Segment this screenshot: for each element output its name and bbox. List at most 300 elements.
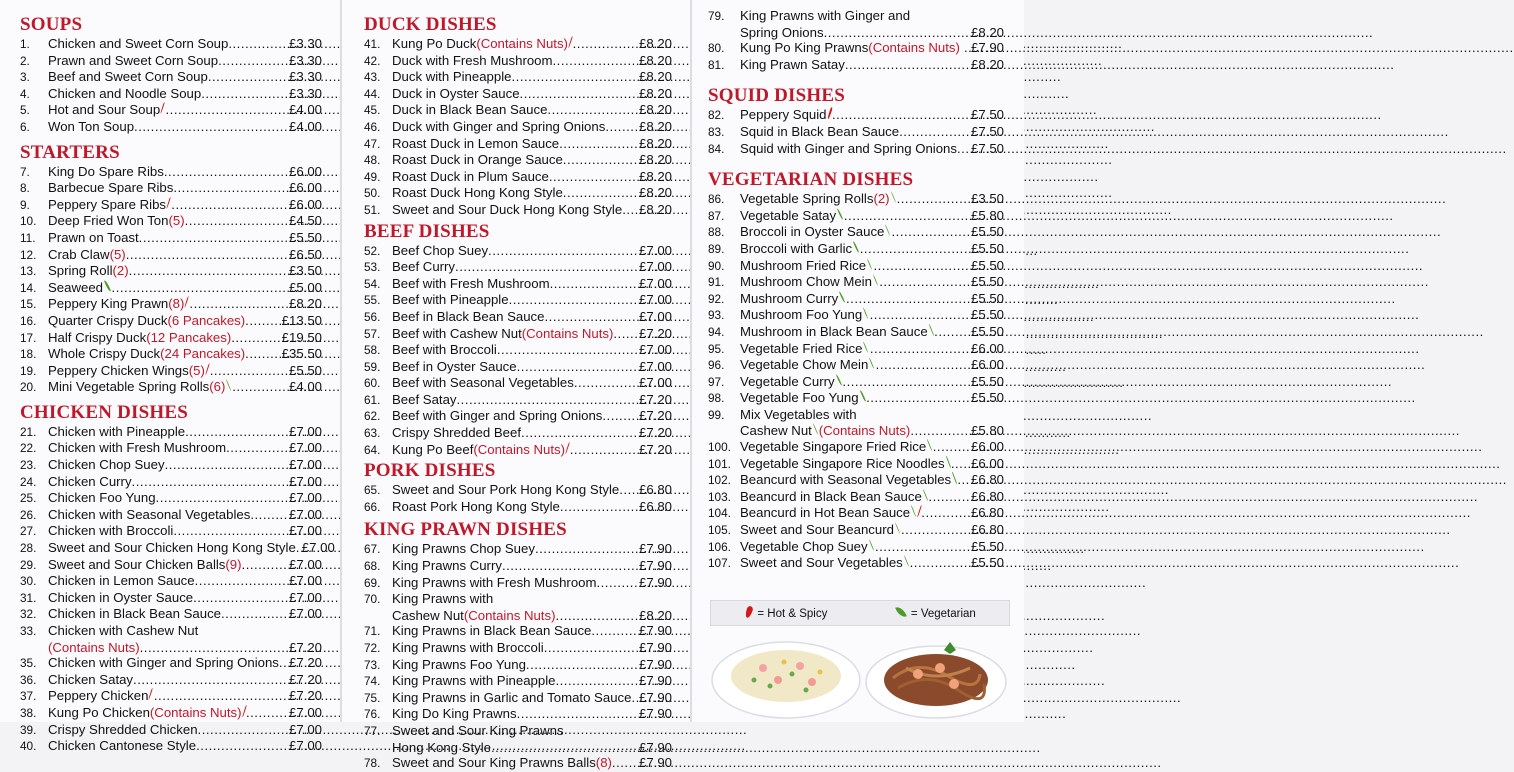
dot-leader: [563, 185, 637, 201]
dot-leader: [605, 119, 637, 135]
item-name: Roast Duck Hong Kong Style: [392, 185, 563, 201]
item-number: 16.: [20, 313, 37, 328]
menu-item: [20, 590, 322, 607]
dot-leader: [547, 102, 637, 118]
menu-item: [20, 540, 335, 557]
item-number: 101.: [708, 456, 731, 471]
fried-rice-plate: [712, 642, 860, 718]
menu-item: [364, 359, 672, 376]
menu-item: [364, 623, 672, 640]
item-note: (6 Pancakes): [167, 312, 246, 328]
item-note: (2): [873, 191, 890, 207]
leaf-icon: [863, 307, 868, 319]
menu-item: [364, 425, 672, 442]
item-price: £3.50: [970, 191, 1004, 207]
item-number: 43.: [364, 70, 381, 85]
item-name: Duck in Oyster Sauce: [392, 85, 520, 101]
item-number: 76.: [364, 707, 381, 722]
menu-item: [364, 202, 672, 219]
dot-leader: [171, 197, 287, 213]
item-name: Whole Crispy Duck: [48, 346, 161, 362]
item-name: Chicken Chop Suey: [48, 457, 165, 473]
dot-leader: [544, 640, 637, 656]
section-title-vegetarian: VEGETARIAN DISHES: [708, 169, 914, 191]
item-price: £3.30: [288, 69, 322, 85]
dot-leader: [951, 456, 969, 472]
item-number: 73.: [364, 657, 381, 672]
leaf-icon: [911, 506, 916, 518]
menu-item: [708, 324, 1004, 341]
dot-leader: [173, 180, 287, 196]
menu-item: [708, 341, 1004, 358]
menu-item-continued: [20, 640, 322, 656]
item-price: £7.00: [288, 490, 322, 506]
item-number: 30.: [20, 574, 37, 589]
dot-leader: [185, 424, 287, 440]
item-note: (Contains Nuts): [463, 607, 556, 623]
dot-leader: [173, 523, 287, 539]
menu-item: [708, 258, 1004, 275]
leaf-icon: [839, 291, 845, 303]
item-number: 59.: [364, 359, 381, 374]
item-number: 27.: [20, 524, 37, 539]
dot-leader: [242, 557, 287, 573]
item-name: Sweet and Sour Chicken Hong Kong Style: [48, 540, 296, 556]
dot-leader: [612, 755, 637, 771]
item-name: King Prawns in Garlic and Tomato Sauce: [392, 689, 632, 705]
item-name: King Prawns with Broccoli: [392, 640, 544, 655]
dot-leader: [502, 558, 637, 574]
dot-leader: [195, 573, 287, 589]
dot-leader: [488, 243, 637, 259]
item-number: 12.: [20, 247, 37, 262]
dot-leader: [631, 690, 637, 706]
item-price: £7.90: [638, 706, 672, 722]
item-name: Sweet and Sour Vegetables: [740, 555, 903, 571]
dot-leader: [140, 640, 287, 656]
dot-leader: [497, 342, 637, 358]
item-price: £7.00: [288, 556, 322, 572]
item-name: Won Ton Soup: [48, 118, 135, 134]
menu-item: [364, 102, 672, 119]
item-name: Beef in Oyster Sauce: [392, 358, 517, 374]
chili-icon: [744, 605, 753, 618]
item-number: 52.: [364, 243, 381, 258]
dot-leader: [156, 490, 287, 506]
menu-item: [20, 606, 322, 623]
item-number: 105.: [708, 523, 731, 538]
item-name: Peppery Squid: [740, 107, 827, 123]
item-name: Vegetable Foo Yung: [740, 390, 859, 406]
menu-item: [20, 69, 322, 86]
menu-panel-middle: [340, 0, 690, 771]
item-number: 31.: [20, 590, 37, 605]
item-price: £3.30: [288, 85, 322, 101]
dot-leader: [866, 390, 969, 406]
dot-leader: [957, 472, 969, 488]
item-price: £5.00: [288, 279, 322, 295]
menu-item: [20, 523, 322, 540]
item-number: 106.: [708, 539, 731, 554]
item-price: £6.00: [288, 163, 322, 179]
dot-leader: [832, 107, 969, 123]
dot-leader: [870, 341, 969, 357]
item-name: Crispy Shredded Beef: [392, 425, 522, 441]
item-number: 23.: [20, 458, 37, 473]
item-name: Broccoli in Oyster Sauce: [740, 224, 885, 240]
item-name: Duck with Ginger and Spring Onions: [392, 118, 606, 134]
menu-item: [364, 292, 672, 309]
leaf-icon: [895, 522, 900, 534]
menu-item: [364, 442, 672, 459]
item-number: 22.: [20, 441, 37, 456]
menu-item: [364, 499, 672, 516]
item-number: 86.: [708, 192, 725, 207]
dot-leader: [198, 722, 287, 738]
item-name: Crispy Shredded Chicken: [48, 721, 198, 737]
item-name: Chicken with Broccoli: [48, 523, 174, 539]
item-name: Kung Po Chicken: [48, 704, 150, 720]
menu-item: [364, 591, 672, 608]
item-number: 32.: [20, 607, 37, 622]
item-note: (Contains Nuts): [521, 325, 614, 341]
menu-item: [20, 197, 322, 214]
item-name: King Do King Prawns: [392, 706, 517, 722]
item-price: £7.00: [288, 523, 322, 539]
dot-leader: [279, 655, 287, 671]
item-name: Sweet and Sour Beancurd: [740, 522, 894, 538]
item-price: £5.50: [970, 224, 1004, 240]
item-number: 50.: [364, 186, 381, 201]
item-name: Vegetable Spring Rolls: [740, 191, 874, 207]
item-name: King Prawn Satay: [740, 56, 845, 72]
item-number: 64.: [364, 442, 381, 457]
item-name: Chicken Satay: [48, 671, 134, 687]
item-price: £6.80: [638, 498, 672, 514]
menu-item: [20, 507, 322, 524]
leaf-icon: [923, 489, 928, 500]
item-name: King Prawns Foo Yung: [392, 656, 526, 672]
item-number: 47.: [364, 136, 381, 151]
menu-item: [20, 213, 322, 230]
menu-item: [20, 164, 322, 181]
item-price: £8.20: [638, 69, 672, 85]
menu-item: [364, 541, 672, 558]
dot-leader: [619, 482, 637, 498]
menu-item: [708, 208, 1004, 225]
item-price: £5.50: [970, 323, 1004, 339]
dot-leader: [934, 324, 969, 340]
dot-leader: [553, 53, 637, 69]
leaf-icon: [869, 357, 874, 369]
item-name: Vegetable Curry: [740, 373, 835, 389]
leaf-icon: [863, 341, 868, 353]
item-number: 48.: [364, 153, 381, 168]
menu-item: [364, 657, 672, 674]
menu-item: [20, 36, 322, 53]
menu-item: [20, 424, 322, 441]
menu-item: [20, 296, 322, 313]
item-name: Chicken with Cashew Nut: [48, 623, 199, 638]
item-name: Crab Claw: [48, 246, 110, 262]
item-name: Chicken with Fresh Mushroom: [48, 440, 227, 456]
dot-leader: [129, 263, 287, 279]
item-number: 78.: [364, 756, 381, 771]
vegetarian-list: [708, 191, 1004, 572]
item-number: 6.: [20, 119, 30, 134]
item-name: Roast Duck in Lemon Sauce: [392, 135, 560, 151]
item-number: 15.: [20, 297, 37, 312]
item-name: Deep Fried Won Ton: [48, 213, 169, 229]
dot-leader: [166, 102, 287, 118]
dot-leader: [455, 259, 637, 275]
item-number: 70.: [364, 592, 381, 607]
item-number: 19.: [20, 363, 37, 378]
menu-item: [364, 119, 672, 136]
item-number: 92.: [708, 291, 725, 306]
item-number: 41.: [364, 37, 381, 51]
item-name: Chicken in Black Bean Sauce: [48, 606, 222, 622]
item-number: 5.: [20, 103, 30, 118]
menu-item: [708, 191, 1004, 208]
dot-leader: [133, 672, 287, 688]
section-title-duck: DUCK DISHES: [364, 14, 497, 35]
duck-list: [364, 36, 672, 219]
item-name: King Do Spare Ribs: [48, 163, 164, 179]
item-name: Barbecue Spare Ribs: [48, 180, 174, 196]
item-number: 46.: [364, 119, 381, 134]
item-name: Kung Po King Prawns: [740, 40, 869, 56]
item-number: 37.: [20, 689, 37, 704]
menu-item: [20, 722, 322, 739]
item-price: £5.50: [970, 257, 1004, 273]
legend-veg: [894, 606, 976, 620]
dot-leader: [208, 69, 287, 85]
item-number: 95.: [708, 341, 725, 356]
item-number: 77.: [364, 723, 381, 738]
dot-leader: [897, 191, 969, 207]
item-number: 55.: [364, 293, 381, 308]
item-name: Sweet and Sour Chicken Balls: [48, 556, 226, 572]
item-price: £7.00: [288, 738, 322, 754]
menu-item: [364, 86, 672, 103]
dot-leader: [526, 657, 637, 673]
dot-leader: [201, 86, 287, 102]
item-number: 65.: [364, 483, 381, 498]
item-name: Prawn and Sweet Corn Soup: [48, 52, 219, 68]
dot-leader: [126, 247, 287, 263]
item-number: 29.: [20, 557, 37, 572]
leaf-icon: [226, 380, 231, 392]
item-price: £7.90: [638, 673, 672, 689]
dot-leader: [602, 408, 637, 424]
item-name: Roast Duck in Orange Sauce: [392, 152, 563, 168]
item-number: 11.: [20, 230, 36, 245]
item-price: £5.80: [970, 207, 1004, 223]
dot-leader: [521, 425, 637, 441]
dot-leader: [132, 474, 287, 490]
item-name: Half Crispy Duck: [48, 329, 147, 345]
menu-item: [20, 557, 322, 574]
menu-item: [708, 374, 1004, 391]
item-number: 3.: [20, 70, 30, 85]
item-name: Beancurd with Seasonal Vegetables: [740, 472, 952, 488]
dot-leader: [210, 363, 287, 379]
noodles-plate: [866, 642, 1006, 718]
item-name: Beef with Pineapple: [392, 292, 509, 308]
section-title-chicken: CHICKEN DISHES: [20, 401, 189, 423]
item-price: £8.20: [638, 52, 672, 68]
item-name-continued: Cashew Nut: [392, 607, 464, 623]
leaf-icon: [837, 208, 843, 220]
menu-item: [364, 392, 672, 409]
leaf-icon: [836, 374, 842, 386]
menu-item: [20, 313, 322, 330]
leaf-icon: [860, 390, 866, 402]
item-number: 66.: [364, 499, 381, 514]
menu-item: [708, 274, 1004, 291]
item-price: £6.00: [288, 196, 322, 212]
item-number: 33.: [20, 624, 37, 638]
item-number: 75.: [364, 690, 381, 705]
item-name: Chicken with Seasonal Vegetables: [48, 506, 251, 522]
item-price: £7.00: [288, 423, 322, 439]
dot-leader: [246, 705, 287, 721]
item-name: Chicken and Noodle Soup: [48, 85, 202, 101]
leaf-icon: [946, 456, 950, 467]
item-name: Squid with Ginger and Spring Onions: [740, 140, 957, 156]
dot-leader: [957, 141, 969, 157]
item-number: 71.: [364, 624, 381, 639]
item-price: £5.50: [970, 240, 1004, 256]
item-name: Beef with Ginger and Spring Onions: [392, 408, 603, 424]
item-name: Roast Pork Hong Kong Style: [392, 498, 560, 514]
menu-item: [364, 723, 672, 740]
menu-item: [708, 407, 1004, 424]
item-price: £8.20: [970, 24, 1004, 40]
menu-item: [364, 706, 672, 723]
item-price: £4.00: [288, 379, 322, 395]
dot-leader: [185, 213, 287, 229]
item-number: 45.: [364, 103, 381, 118]
item-number: 72.: [364, 641, 381, 655]
menu-item: [364, 152, 672, 169]
menu-item: [20, 573, 322, 590]
item-price: £13.50: [281, 312, 322, 328]
item-name: Beef Chop Suey: [392, 242, 489, 258]
item-name: Beancurd in Black Bean Sauce: [740, 488, 922, 504]
menu-item: [708, 539, 1004, 556]
item-price: £7.90: [638, 689, 672, 705]
dot-leader: [559, 136, 637, 152]
item-price: £5.50: [288, 362, 322, 378]
item-price: £8.20: [638, 152, 672, 168]
item-price: £7.90: [638, 574, 672, 590]
dot-leader: [555, 673, 637, 689]
leaf-icon: [867, 258, 872, 270]
item-name: Peppery Chicken Wings: [48, 362, 189, 378]
dot-leader: [873, 258, 969, 274]
dot-leader: [189, 296, 287, 312]
item-name: Vegetable Chop Suey: [740, 538, 868, 554]
item-number: 104.: [708, 506, 731, 521]
item-price: £5.50: [970, 307, 1004, 323]
menu-item: [364, 309, 672, 326]
menu-item: [20, 688, 322, 705]
item-number: 97.: [708, 374, 725, 389]
dot-leader: [560, 499, 637, 515]
dot-leader: [218, 53, 287, 69]
item-number: 107.: [708, 556, 731, 571]
menu-item: [708, 357, 1004, 374]
item-note: (5): [188, 362, 205, 378]
item-name-continued: (Contains Nuts): [48, 639, 140, 655]
item-name: Sweet and Sour Pork Hong Kong Style: [392, 482, 620, 498]
menu-item: [364, 276, 672, 293]
dot-leader: [574, 375, 637, 391]
section-title-soups: SOUPS: [20, 14, 83, 35]
item-price: £3.30: [288, 52, 322, 68]
item-price: £3.30: [288, 36, 322, 51]
item-price: £7.90: [638, 558, 672, 574]
item-price: £7.00: [638, 308, 672, 324]
menu-item: [708, 456, 1004, 473]
item-name: Beef Curry: [392, 259, 456, 275]
item-price: £7.00: [288, 606, 322, 622]
item-number: 58.: [364, 343, 381, 358]
item-name: Mushroom in Black Bean Sauce: [740, 323, 928, 339]
item-price: £8.20: [638, 168, 672, 184]
item-price: £7.20: [638, 391, 672, 407]
dot-leader: [139, 230, 287, 246]
dot-leader: [154, 688, 287, 704]
menu-item: [708, 107, 1004, 124]
menu-item: [364, 575, 672, 592]
item-price: £7.50: [970, 140, 1004, 156]
item-price: £8.20: [638, 85, 672, 101]
item-number: 88.: [708, 225, 725, 240]
item-price: £7.90: [638, 541, 672, 557]
menu-item: [20, 705, 322, 722]
dot-leader: [226, 440, 287, 456]
menu-item: [708, 472, 1004, 489]
item-name: Vegetable Singapore Rice Noodles: [740, 455, 945, 471]
kingprawn-continued-list: [708, 8, 1004, 73]
dot-leader: [899, 124, 969, 140]
item-price: £7.50: [970, 107, 1004, 123]
item-name: Beef with Seasonal Vegetables: [392, 375, 574, 391]
item-number: 82.: [708, 108, 725, 123]
item-price: £5.50: [970, 390, 1004, 406]
dot-leader: [245, 313, 280, 329]
menu-item: [364, 53, 672, 70]
item-note: (8): [595, 755, 612, 771]
item-name: Vegetable Chow Mein: [740, 357, 869, 373]
dot-leader: [892, 224, 969, 240]
chicken-list: [20, 423, 335, 755]
legend-hot-label: = Hot & Spicy: [757, 608, 828, 620]
item-name: Kung Po Beef: [392, 441, 474, 457]
item-name: Beef with Cashew Nut: [392, 325, 522, 341]
legend-hot: [744, 606, 827, 620]
item-price: £6.80: [970, 472, 1004, 488]
menu-item: [708, 439, 1004, 456]
item-number: 74.: [364, 674, 381, 689]
dot-leader: [846, 291, 969, 307]
menu-item: [20, 86, 322, 103]
item-number: 39.: [20, 722, 37, 737]
item-note: (Contains Nuts): [868, 40, 960, 56]
